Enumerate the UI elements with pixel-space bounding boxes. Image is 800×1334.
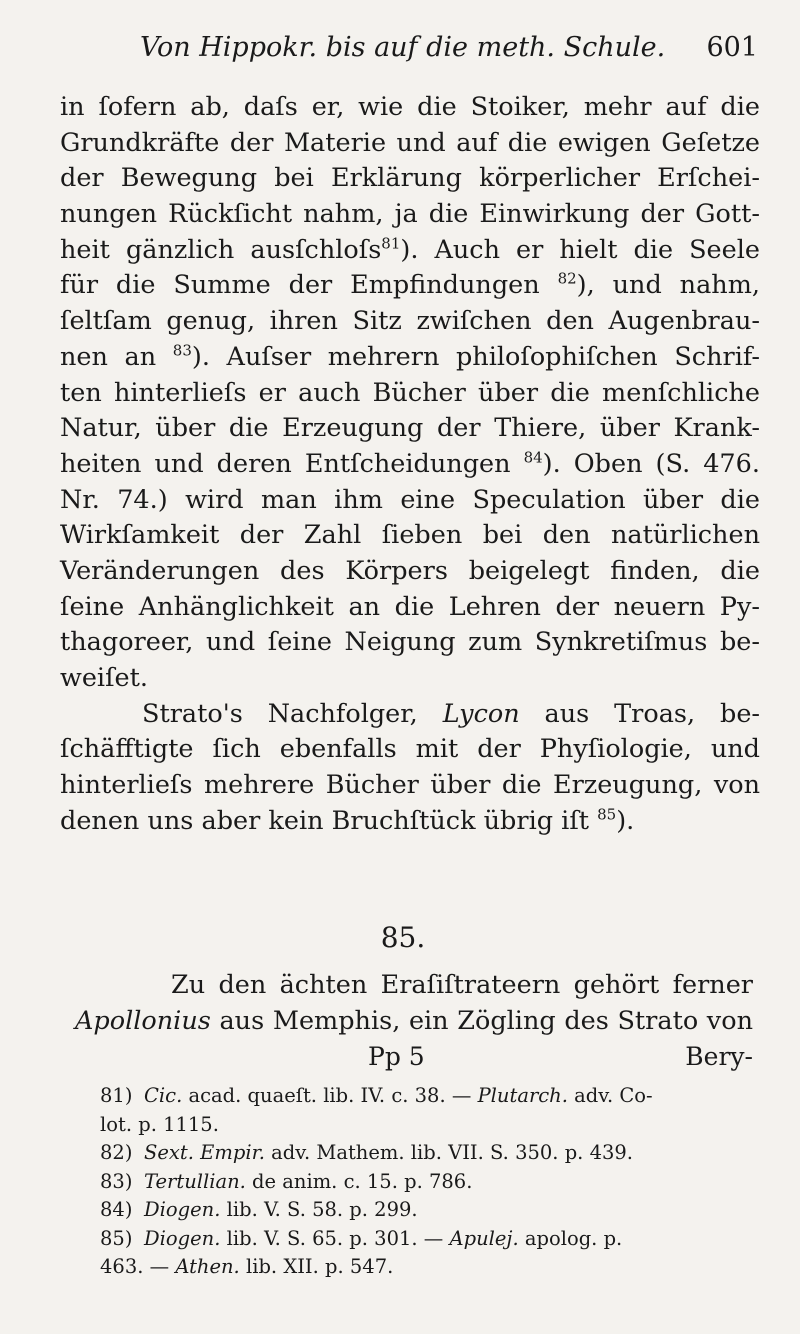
footnote-85: 85) Diogen. lib. V. S. 65. p. 301. — Apulej. apolog. p. bbox=[100, 1226, 623, 1250]
text-line: heiten und deren Entſcheidungen $^{84}$). Oben (S. 476. bbox=[60, 448, 760, 479]
text-line: heit gänzlich ausſchloſs$^{81}$). Auch er hielt die Seele bbox=[60, 234, 760, 265]
footnote-84: 84) Diogen. lib. V. S. 58. p. 299. bbox=[100, 1198, 418, 1221]
main-text bbox=[60, 90, 760, 839]
text-line: Veränderungen des Körpers beigelegt finden, die bbox=[60, 555, 760, 586]
footnote-82: 82) Sext. Empir. adv. Mathem. lib. VII. S. 350. p. 439. bbox=[100, 1141, 633, 1164]
text-line: ten hinterlieſs er auch Bücher über die menſchliche bbox=[60, 377, 760, 408]
text-line: hinterlieſs mehrere Bücher über die Erzeugung, von bbox=[60, 770, 760, 801]
running-header bbox=[140, 30, 770, 66]
text-line: Natur, über die Erzeugung der Thiere, über Krank- bbox=[60, 413, 760, 444]
signature-line bbox=[75, 1039, 753, 1075]
catchword: Bery- bbox=[685, 1042, 753, 1072]
signature-mark: Pp 5 bbox=[368, 1042, 425, 1072]
footnote-81: 81) Cic. acad. quaeſt. lib. IV. c. 38. — Plutarch. adv. Co- bbox=[100, 1084, 653, 1107]
footnote-85-continued: 463. — Athen. lib. XII. p. 547. bbox=[100, 1255, 394, 1278]
text-line: Nr. 74.) wird man ihm eine Speculation über die bbox=[60, 484, 760, 515]
text-line: nen an $^{83}$). Auſser mehrern philoſophiſchen Schrif- bbox=[60, 341, 760, 372]
section-number: 85. bbox=[380, 921, 426, 954]
footnote-ref-83: 83 bbox=[172, 341, 192, 360]
footnote-ref-82: 82 bbox=[557, 269, 577, 288]
footnote-81-continued: lot. p. 1115. bbox=[100, 1112, 219, 1136]
text-line: denen uns aber kein Bruchſtück übrig iſt $^{85}$). bbox=[60, 805, 635, 836]
text-line: Strato's Nachfolger, Lycon aus Troas, be- bbox=[142, 698, 761, 729]
footnote-ref-85: 85 bbox=[597, 805, 617, 824]
text-line: thagoreer, und ſeine Neigung zum Synkretiſmus be- bbox=[60, 627, 760, 658]
text-line: der Bewegung bei Erklärung körperlicher Erſchei- bbox=[60, 163, 760, 194]
text-line: nungen Rückſicht nahm, ja die Einwirkung der Gott- bbox=[60, 199, 760, 230]
text-line: weiſet. bbox=[60, 663, 148, 693]
running-title: Von Hippokr. bis auf die meth. Schule. bbox=[140, 32, 666, 63]
text-line: ſchäfftigte ſich ebenfalls mit der Phyſiologie, und bbox=[60, 734, 760, 765]
text-line: Zu den ächten Eraſiſtrateern gehört ferner bbox=[171, 970, 753, 1000]
text-line: ſeltſam genug, ihren Sitz zwiſchen den Augenbrau- bbox=[60, 306, 760, 337]
footnote-83: 83) Tertullian. de anim. c. 15. p. 786. bbox=[100, 1169, 473, 1193]
section-text bbox=[75, 968, 753, 1075]
text-line: Apollonius aus Memphis, ein Zögling des Strato von bbox=[75, 1005, 753, 1036]
text-line: für die Summe der Empfindungen $^{82}$), und nahm, bbox=[60, 269, 760, 301]
person-name-lycon: Lycon bbox=[442, 698, 520, 729]
footnote-ref-81: 81 bbox=[381, 234, 401, 253]
text-line: in ſofern ab, daſs er, wie die Stoiker, mehr auf die bbox=[60, 92, 760, 122]
text-line: ſeine Anhänglichkeit an die Lehren der neuern Py- bbox=[60, 591, 760, 622]
text-line: Wirkſamkeit der Zahl ſieben bei den natürlichen bbox=[60, 520, 760, 551]
text-line: Grundkräfte der Materie und auf die ewigen Geſetze bbox=[60, 127, 760, 158]
page-number: 601 bbox=[706, 32, 758, 63]
footnote-ref-84: 84 bbox=[523, 448, 543, 467]
footnotes bbox=[100, 1082, 760, 1282]
person-name-apollonius: Apollonius bbox=[75, 1005, 211, 1036]
